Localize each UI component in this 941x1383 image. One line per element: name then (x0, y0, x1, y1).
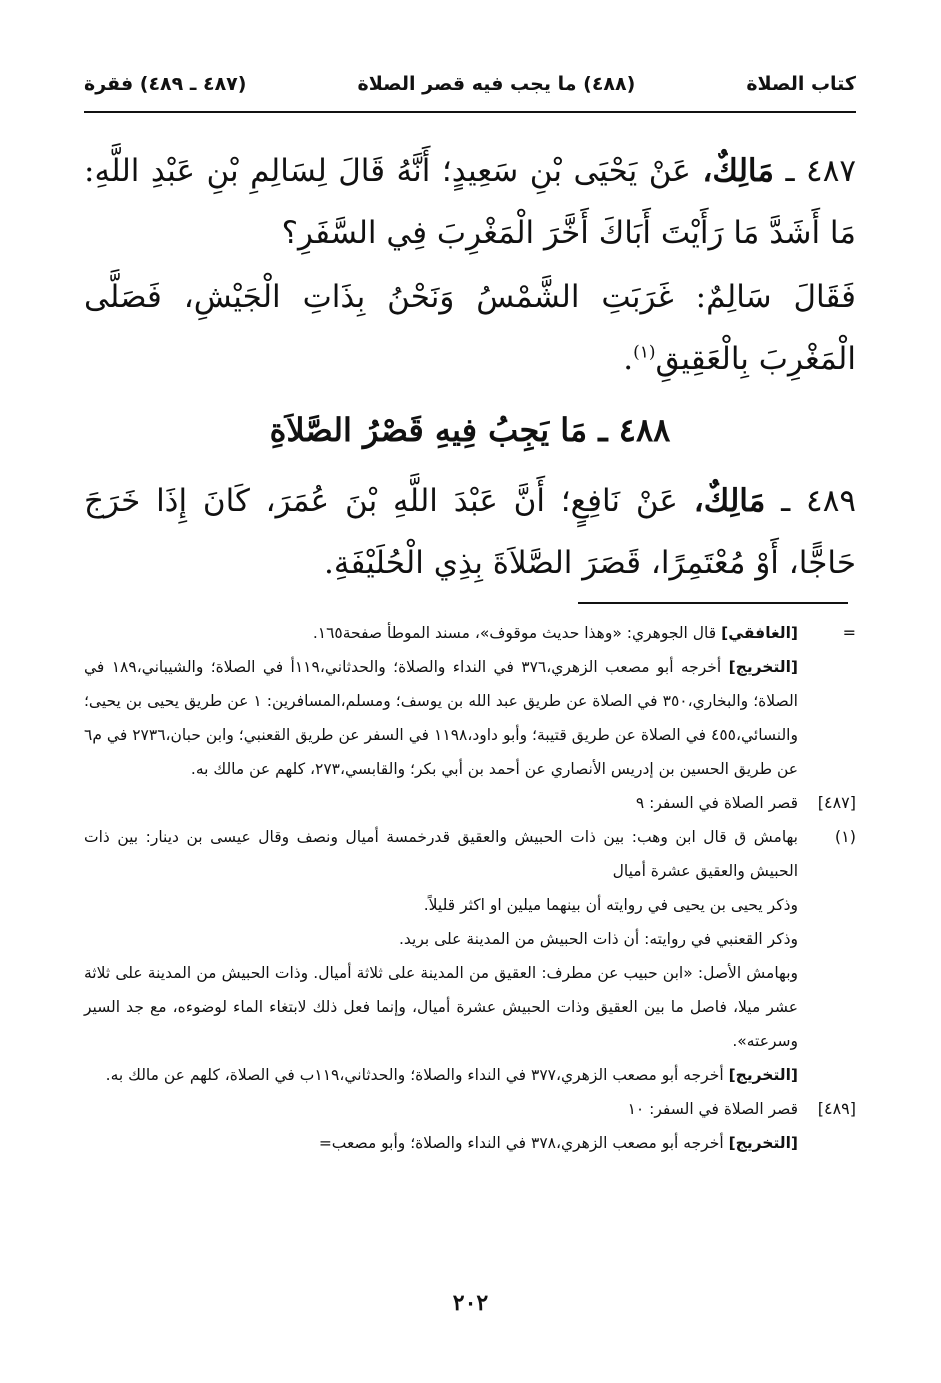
note-number: (١) (834, 827, 856, 846)
footnote-text: قصر الصلاة في السفر: ٩ (635, 794, 798, 812)
hadith-text: عَنْ يَحْيَى بْنِ سَعِيدٍ؛ أَنَّهُ قَالَ لِسَالِمِ بْنِ عَبْدِ اللَّهِ: مَا أَشَدَّ مَا رَأَيْتَ أَبَاكَ أَخَّرَ الْمَغْرِبَ فِي السَّفَرِ؟ (84, 153, 856, 251)
footnote-text: أخرجه أبو مصعب الزهري،٣٧٨ في النداء والصلاة؛ وأبو مصعب= (318, 1134, 724, 1152)
footnote-text: قال الجوهري: «وهذا حديث موقوف»، مسند الموطأ صفحة١٦٥. (312, 624, 717, 642)
sentence-end: . (623, 341, 634, 377)
section-title: ٤٨٨ ـ مَا يَجِبُ فِيهِ قَصْرُ الصَّلاَةِ (269, 411, 671, 449)
footnote-divider (578, 602, 848, 604)
header-divider (84, 111, 856, 113)
footnotes (84, 616, 856, 1160)
takhrij-489 (84, 1126, 856, 1160)
hadith-number: ٤٨٧ ـ (785, 153, 856, 189)
footnote-reference: (١) (633, 342, 656, 363)
hadith-489 (84, 470, 856, 594)
running-header (84, 64, 856, 104)
note-line: وذكر يحيى بن يحيى في روايته أن بينهما ميلين او اكثر قليلاً. (423, 896, 798, 914)
page-number: ٢٠٢ (452, 1290, 489, 1316)
note-line: وبهامش الأصل: «ابن حبيب عن مطرف: العقيق من المدينة على ثلاثة أميال. وذات الحبيش من المدينة على ثلاثة عشر ميلا، فاصل ما بين العقيق وذات الحبيش عشرة أميال، وإنما فعل ذلك لابتغاء الماء لوضوءه، مع جد السير وسرعته». (84, 964, 798, 1050)
note-line: وذكر القعنبي في روايته: أن ذات الحبيش من المدينة على بريد. (398, 930, 798, 948)
header-paragraph-range: (٤٨٧ ـ ٤٨٩) فقرة (84, 73, 247, 95)
hadith-answer-text: فَقَالَ سَالِمٌ: غَرَبَتِ الشَّمْسُ وَنَحْنُ بِذَاتِ الْجَيْشِ، فَصَلَّى الْمَغْرِبَ بِالْعَقِيقِ (84, 279, 856, 377)
header-chapter-title: (٤٨٨) ما يجب فيه قصر الصلاة (357, 73, 636, 95)
reference-487 (84, 786, 856, 820)
narrator-name: مَالِكٌ، (702, 153, 774, 189)
footnote-text: أخرجه أبو مصعب الزهري،٣٧٧ في النداء والصلاة؛ والحدثاني،١١٩ب في الصلاة، كلهم عن مالك به. (105, 1066, 724, 1084)
footnote-label: [الغافقي] (721, 624, 798, 642)
hadith-487-answer (84, 266, 856, 390)
footnote-text: أخرجه أبو مصعب الزهري،٣٧٦ في النداء والصلاة؛ والحدثاني،١١٩أ في الصلاة؛ والشيباني،١٨٩ في الصلاة؛ والبخاري،٣٥٠ في الصلاة عن طريق عبد الله بن يوسف؛ ومسلم،المسافرين: ١ عن طريق يحيى بن يحيى؛ والنسائي،٤٥٥ في الصلاة عن طريق قتيبة؛ وأبو داود،١١٩٨ في السفر عن طريق القعنبي؛ وابن حبان،٢٧٣٦ في م٦ عن طريق الحسين بن إدريس الأنصاري عن أحمد بن أبي بكر؛ والقابسي،٢٧٣، كلهم عن مالك به. (84, 658, 798, 778)
footnote-continuation (84, 616, 856, 650)
hadith-487 (84, 140, 856, 264)
footnote-label: [التخريج] (728, 658, 799, 676)
hadith-text: عَنْ نَافِعٍ؛ أَنَّ عَبْدَ اللَّهِ بْنَ عُمَرَ، كَانَ إِذَا خَرَجَ حَاجًّا، أَوْ مُعْتَمِرًا، قَصَرَ الصَّلاَةَ بِذِي الْحُلَيْفَةِ. (84, 483, 856, 581)
paragraph-ref-mark: [٤٨٧] (817, 793, 856, 812)
continuation-mark: = (842, 623, 856, 642)
hadith-number: ٤٨٩ ـ (781, 483, 856, 519)
footnote-label: [التخريج] (728, 1066, 798, 1084)
narrator-name: مَالِكٌ، (693, 483, 766, 519)
header-book-title: كتاب الصلاة (746, 73, 856, 95)
note-line: بهامش ق قال ابن وهب: بين ذات الحبيش والعقيق قدرخمسة أميال ونصف وقال عيسى بن دينار: بين ذات الحبيش والعقيق عشرة أميال (84, 828, 798, 880)
paragraph-ref-mark: [٤٨٩] (817, 1099, 856, 1118)
takhrij-note (84, 1058, 856, 1092)
note-1 (84, 820, 856, 1058)
takhrij-487 (84, 650, 856, 786)
reference-489 (84, 1092, 856, 1126)
footnote-text: قصر الصلاة في السفر: ١٠ (627, 1100, 798, 1118)
footnote-label: [التخريج] (728, 1134, 798, 1152)
